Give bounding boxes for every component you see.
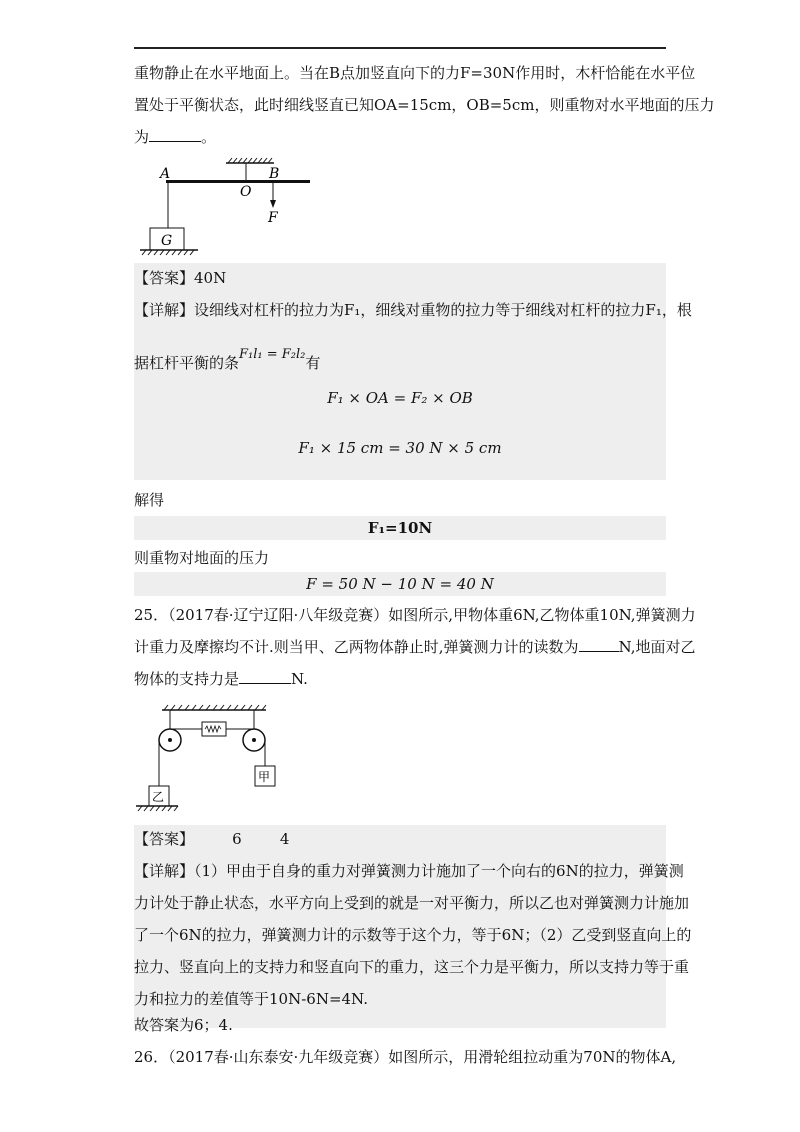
equation-1: F₁ × OA = F₂ × OB	[327, 389, 473, 407]
pulley-figure	[134, 700, 284, 812]
q25-answer: 【答案】 6 4	[134, 830, 290, 848]
q24-answer: 【答案】40N	[134, 269, 227, 287]
equation-4: F = 50 N − 10 N = 40 N	[306, 575, 494, 593]
lever-balance-formula: F₁l₁ = F₂l₂	[239, 347, 306, 362]
answer-blank	[239, 669, 291, 684]
q24-text-line-3	[134, 127, 216, 147]
q25-detail-line-2: 力计处于静止状态，水平方向上受到的就是一对平衡力，所以乙也对弹簧测力计施加	[134, 894, 690, 912]
q24-detail-suffix: 有	[305, 354, 321, 372]
q25-line3-prefix: 物体的支持力是	[134, 670, 240, 688]
label-F: F	[268, 210, 278, 226]
spring-scale	[202, 722, 226, 736]
q25-line3-suffix: N.	[291, 670, 308, 688]
equation-2: F₁ × 15 cm = 30 N × 5 cm	[298, 439, 502, 457]
answer-blank	[579, 637, 619, 652]
q25-detail-line-4: 拉力、竖直向上的支持力和竖直向下的重力，这三个力是平衡力，所以支持力等于重	[134, 958, 690, 976]
equation-3: F₁=10N	[367, 519, 433, 537]
answer-blank	[149, 127, 201, 142]
solve-label: 解得	[134, 491, 165, 509]
q24-detail-line-2	[134, 347, 321, 375]
header-rule	[134, 47, 666, 49]
ground	[136, 806, 178, 811]
label-yi: 乙	[152, 790, 165, 804]
q24-line3-prefix: 为	[134, 128, 150, 146]
q25-text-line-2	[134, 637, 695, 657]
q25-detail-line-1: 【详解】（1）甲由于自身的重力对弹簧测力计施加了一个向右的6N的拉力，弹簧测	[134, 862, 684, 880]
q25-final-answer: 故答案为6；4.	[134, 1016, 233, 1034]
pressure-label: 则重物对地面的压力	[134, 549, 270, 567]
q24-detail-prefix: 据杠杆平衡的条	[134, 354, 240, 372]
lever-figure	[134, 152, 324, 260]
right-pulley	[243, 729, 265, 751]
q25-line2-prefix: 计重力及摩擦均不计.则当甲、乙两物体静止时,弹簧测力计的读数为	[134, 638, 579, 656]
left-pulley	[159, 729, 181, 751]
lever-bar	[166, 180, 310, 183]
q26-text-line-1: 26．（2017春·山东泰安·九年级竞赛）如图所示，用滑轮组拉动重为70N的物体A,	[134, 1048, 677, 1066]
label-B: B	[269, 166, 280, 182]
q24-text-line-2: 置处于平衡状态，此时细线竖直已知OA=15cm，OB=5cm，则重物对水平地面的压力	[134, 96, 715, 114]
q24-line3-suffix: 。	[201, 128, 217, 146]
q25-text-line-3	[134, 669, 308, 689]
label-G: G	[161, 233, 173, 249]
q25-detail-line-3: 了一个6N的拉力，弹簧测力计的示数等于这个力，等于6N；（2）乙受到竖直向上的	[134, 926, 692, 944]
force-arrow	[270, 183, 276, 208]
q24-detail-line-1: 【详解】设细线对杠杆的拉力为F₁，细线对重物的拉力等于细线对杠杆的拉力F₁，根	[134, 301, 692, 319]
q25-text-line-1: 25．（2017春·辽宁辽阳·八年级竞赛）如图所示,甲物体重6N,乙物体重10N,弹簧测力	[134, 606, 696, 624]
label-O: O	[240, 184, 252, 200]
ground	[140, 250, 198, 255]
ceiling-mount	[226, 158, 274, 181]
q25-detail-line-5: 力和拉力的差值等于10N-6N=4N.	[134, 990, 368, 1008]
q25-line2-suffix: N,地面对乙	[618, 638, 696, 656]
label-jia: 甲	[258, 770, 271, 784]
label-A: A	[160, 166, 171, 182]
q24-text-line-1: 重物静止在水平地面上。当在B点加竖直向下的力F=30N作用时，木杆恰能在水平位	[134, 64, 696, 82]
